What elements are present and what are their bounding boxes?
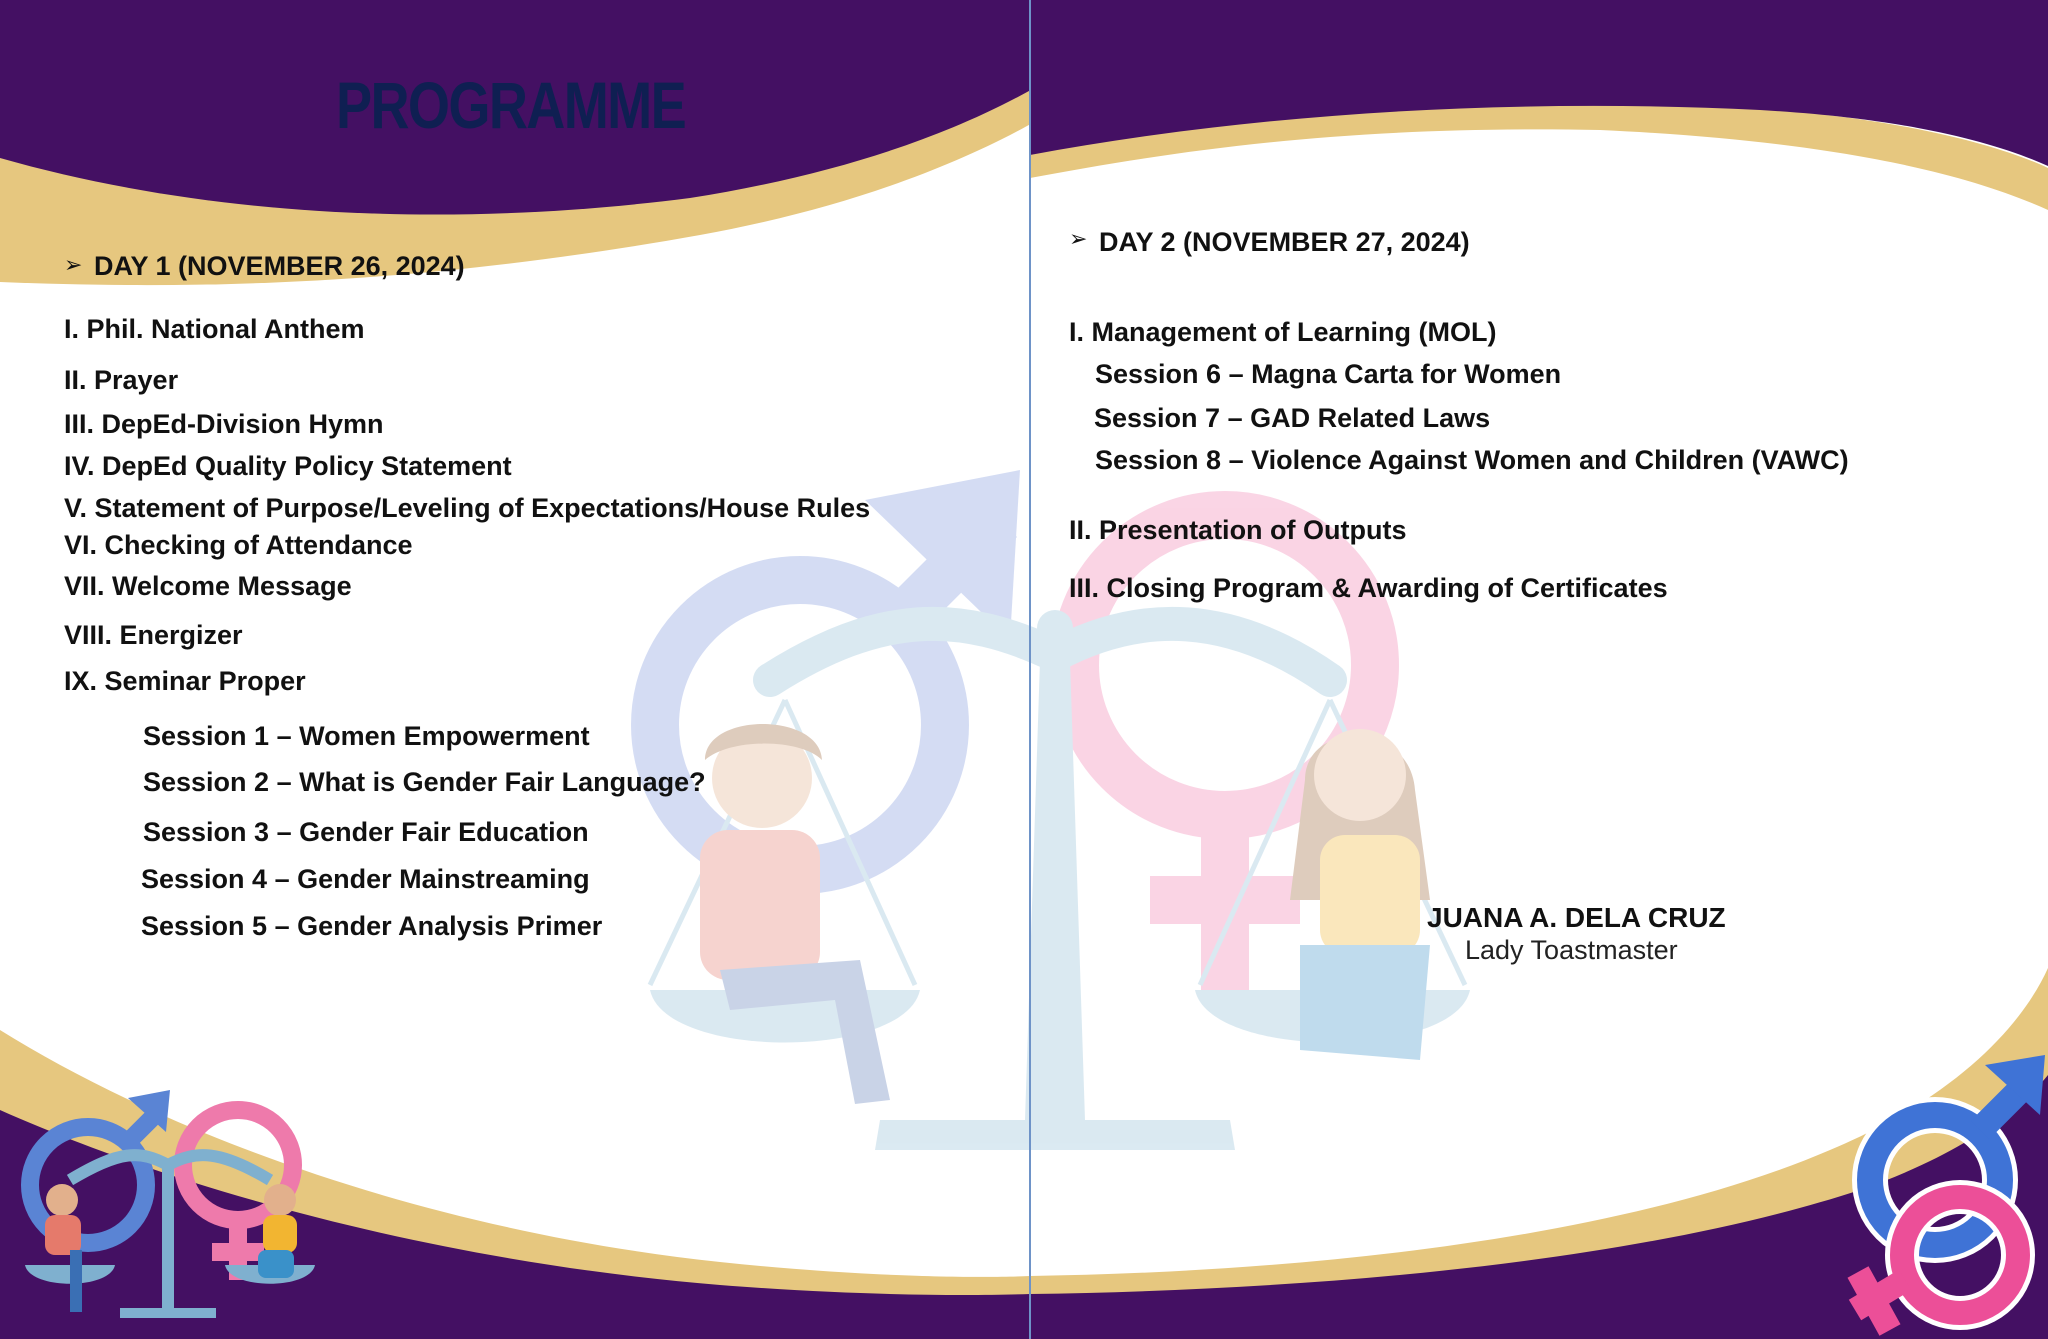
day1-item: VII. Welcome Message [64,571,352,601]
day1-item: IX. Seminar Proper [64,666,306,696]
day1-session: Session 5 – Gender Analysis Primer [141,911,603,941]
day2-item: II. Presentation of Outputs [1069,515,1407,545]
day2-item: III. Closing Program & Awarding of Certificates [1069,573,1668,603]
day2-heading: DAY 2 (NOVEMBER 27, 2024) [1099,227,1470,257]
day1-item: I. Phil. National Anthem [64,314,365,344]
page-title: PROGRAMME [336,68,686,142]
day1-item: IV. DepEd Quality Policy Statement [64,451,512,481]
day1-session: Session 2 – What is Gender Fair Language? [143,767,706,797]
day2-session: Session 8 – Violence Against Women and Children (VAWC) [1095,445,1849,475]
day1-heading: DAY 1 (NOVEMBER 26, 2024) [94,251,465,281]
day1-item: II. Prayer [64,365,179,395]
day1-item: VI. Checking of Attendance [64,530,413,560]
day1-item: VIII. Energizer [64,620,243,650]
watermark-woman-figure [1290,729,1430,1060]
arrowhead-bullet-icon: ➢ [64,253,83,278]
day2-session: Session 6 – Magna Carta for Women [1095,359,1562,389]
toastmaster-name: JUANA A. DELA CRUZ [1427,902,1726,933]
arrowhead-bullet-icon: ➢ [1069,227,1088,252]
day1-session: Session 3 – Gender Fair Education [143,817,589,847]
watermark-man-figure [700,724,890,1104]
day1-session: Session 4 – Gender Mainstreaming [141,864,590,894]
day2-session: Session 7 – GAD Related Laws [1094,403,1491,433]
toastmaster-role: Lady Toastmaster [1465,935,1678,965]
day1-session: Session 1 – Women Empowerment [143,721,590,751]
day2-item: I. Management of Learning (MOL) [1069,317,1497,347]
day1-item: V. Statement of Purpose/Leveling of Expectations/House Rules [64,493,871,523]
day1-item: III. DepEd-Division Hymn [64,409,384,439]
